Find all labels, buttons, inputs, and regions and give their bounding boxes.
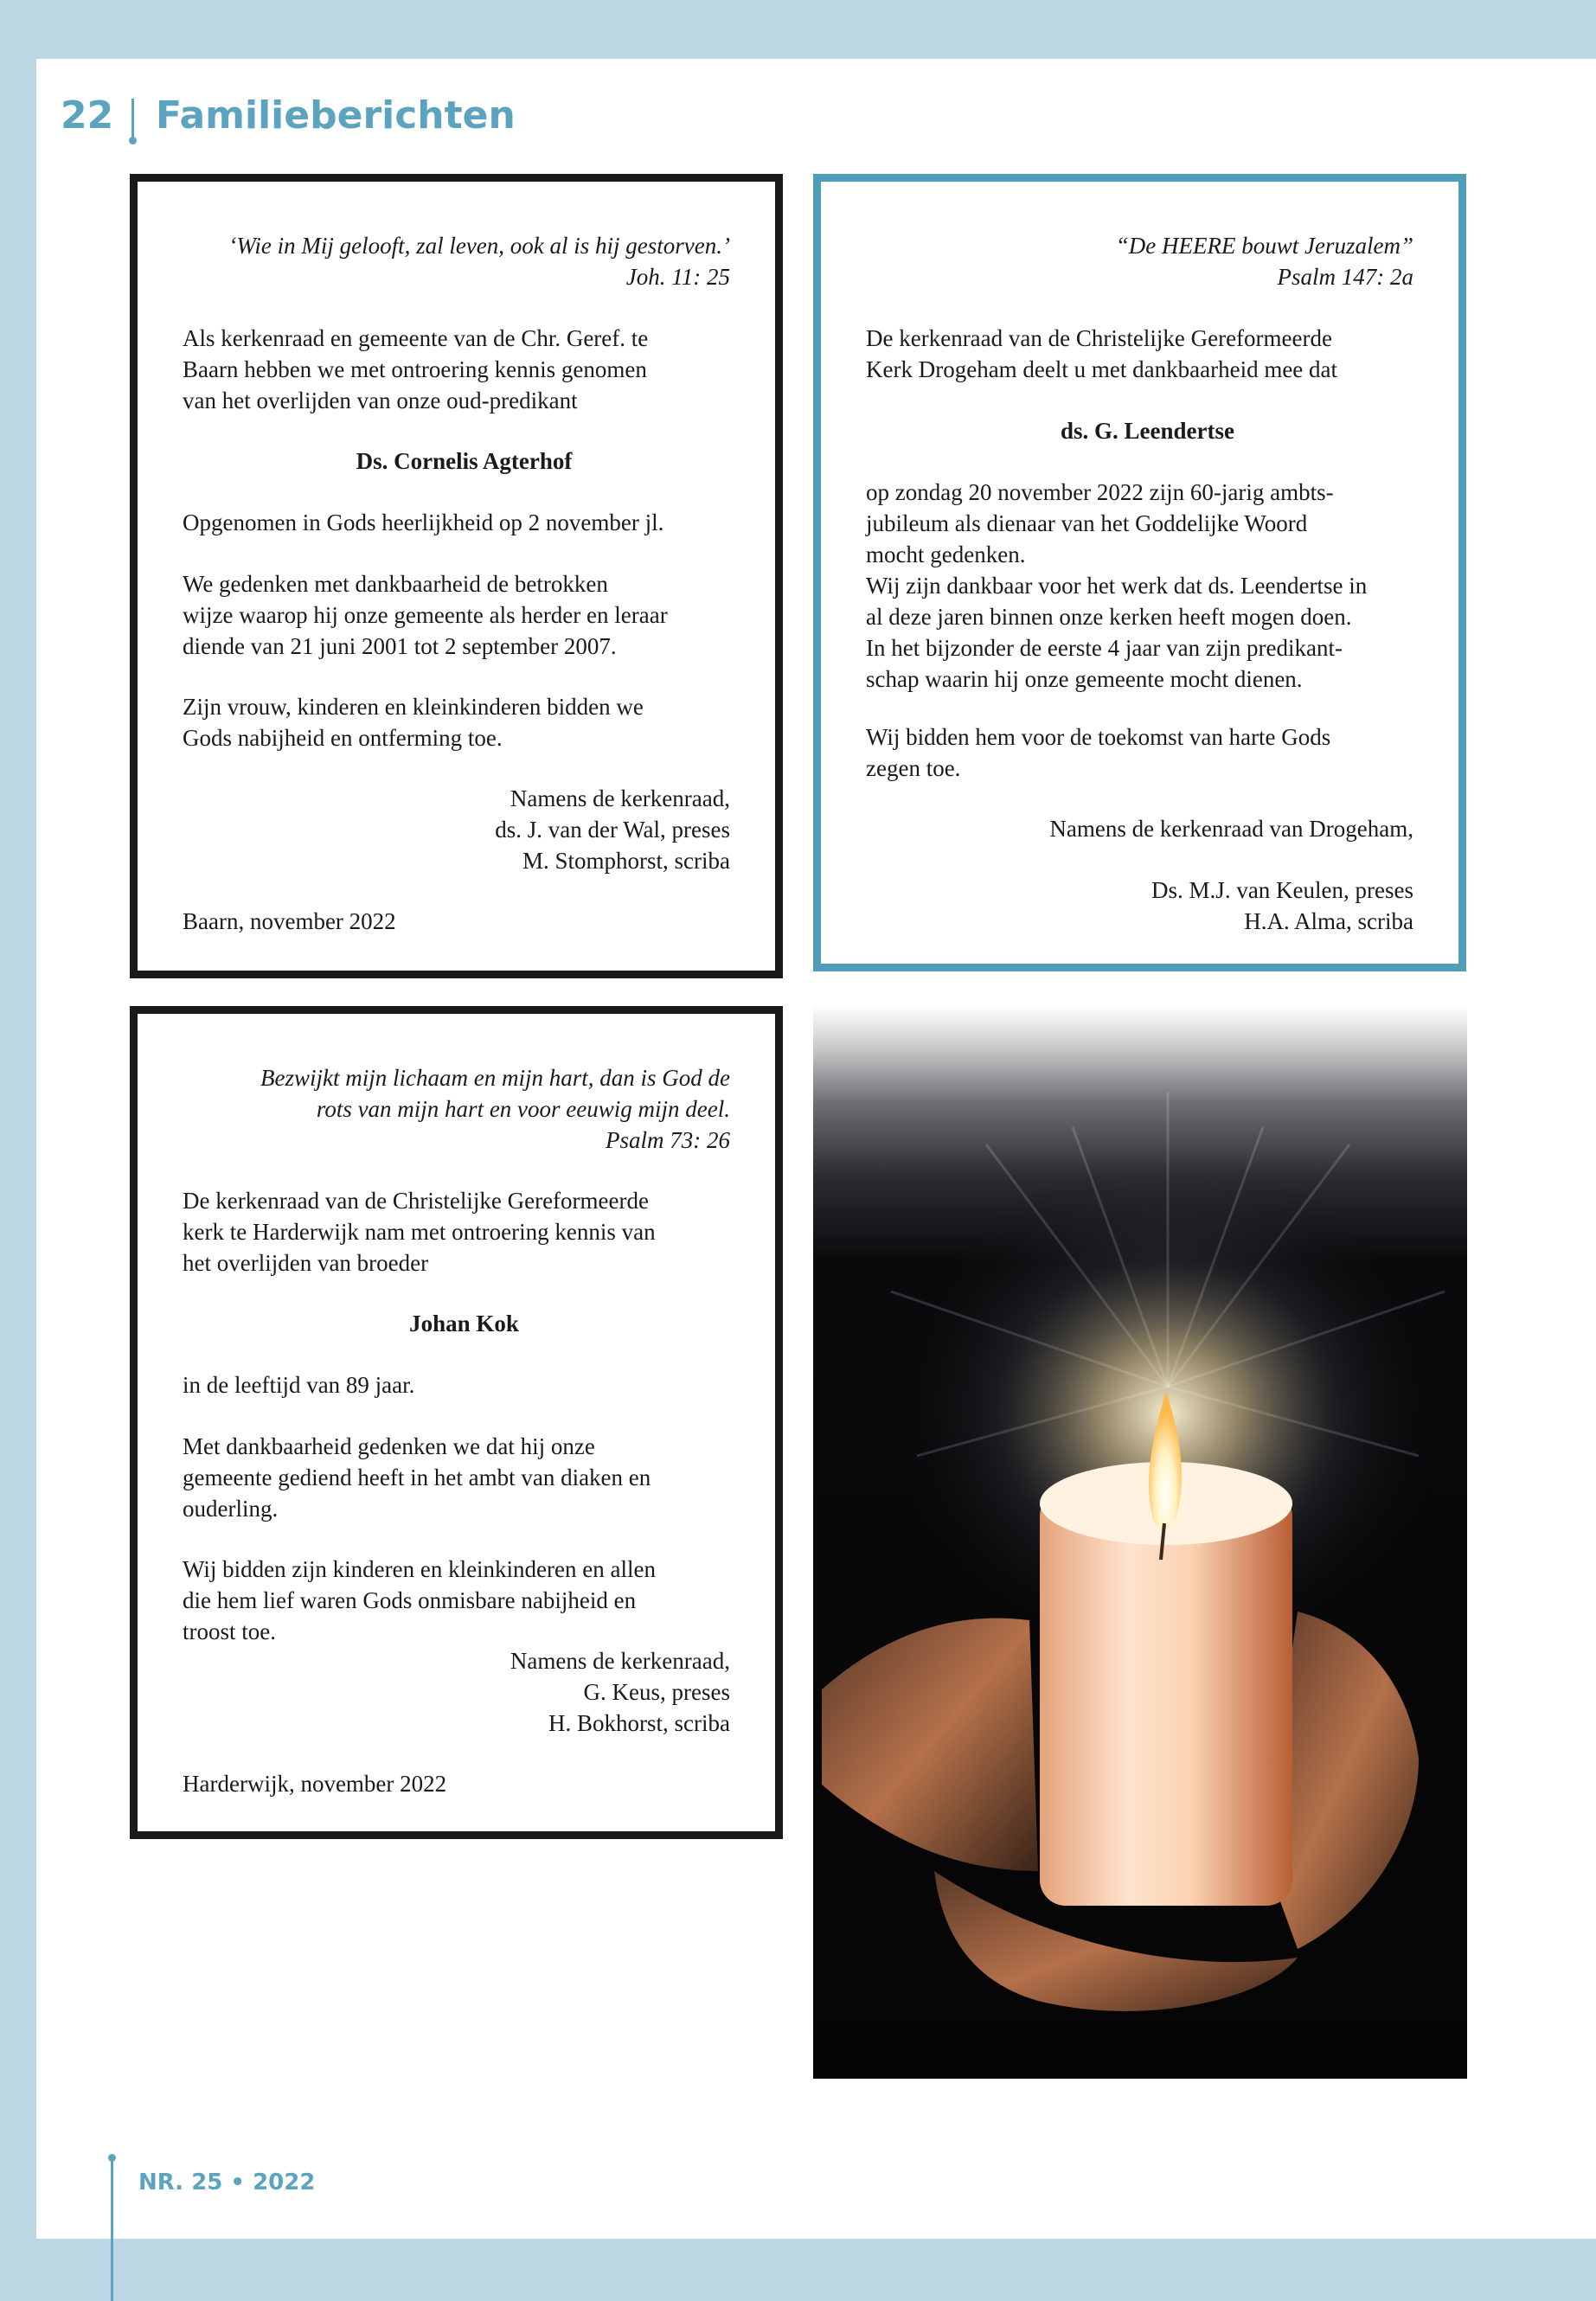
notice-paragraph: Wij bidden zijn kinderen en kleinkinderen en allen die hem lief waren Gods onmisbare nabijheid en troost toe. bbox=[183, 1556, 656, 1644]
footer-divider-dot bbox=[108, 2154, 116, 2162]
notice-agterhof bbox=[130, 174, 783, 978]
bible-reference: Joh. 11: 25 bbox=[625, 264, 730, 290]
signature: Ds. M.J. van Keulen, preses H.A. Alma, scriba bbox=[1151, 877, 1413, 934]
bible-reference: Psalm 73: 26 bbox=[606, 1127, 730, 1153]
candle-illustration bbox=[813, 1006, 1467, 2079]
section-title: Familieberichten bbox=[156, 93, 516, 138]
place-date: Harderwijk, november 2022 bbox=[183, 1771, 447, 1797]
place-date: Baarn, november 2022 bbox=[183, 908, 396, 934]
honoree-name: ds. G. Leendertse bbox=[1061, 418, 1234, 444]
notice-paragraph: We gedenken met dankbaarheid de betrokken wijze waarop hij onze gemeente als herder en leraar diende van 21 juni 2001 tot 2 september 2007. bbox=[183, 571, 668, 659]
signature: Namens de kerkenraad, G. Keus, preses H. Bokhorst, scriba bbox=[510, 1648, 730, 1736]
notice-intro: De kerkenraad van de Christelijke Gereformeerde Kerk Drogeham deelt u met dankbaarheid mee dat bbox=[866, 325, 1338, 382]
bible-quote: Bezwijkt mijn lichaam en mijn hart, dan is God de rots van mijn hart en voor eeuwig mijn deel. Psalm 73: 26 bbox=[167, 1062, 730, 1156]
left-hand bbox=[822, 1618, 1038, 1871]
header-divider bbox=[131, 99, 134, 138]
header-divider-dot bbox=[129, 137, 137, 144]
notice-kok bbox=[130, 1006, 783, 1839]
candle bbox=[1040, 1490, 1292, 1906]
bible-reference: Psalm 147: 2a bbox=[1277, 264, 1413, 290]
page-number: 22 bbox=[61, 93, 114, 138]
notice-paragraph: op zondag 20 november 2022 zijn 60-jarig ambts- jubileum als dienaar van het Goddelijke Woord mocht gedenken. Wij zijn dankbaar voor het werk dat ds. Leendertse in al deze jaren binnen onze kerken heeft mogen doen. In het bijzonder de eerste 4 jaar van zijn predikant- schap waarin hij onze gemeente mocht dienen. bbox=[866, 479, 1368, 692]
deceased-name: Ds. Cornelis Agterhof bbox=[356, 448, 573, 474]
deceased-name: Johan Kok bbox=[409, 1311, 519, 1336]
notice-intro: Als kerkenraad en gemeente van de Chr. Geref. te Baarn hebben we met ontroering kennis genomen van het overlijden van onze oud-predikant bbox=[183, 325, 649, 413]
footer-divider bbox=[111, 2159, 113, 2301]
notice-paragraph: in de leeftijd van 89 jaar. bbox=[183, 1372, 415, 1398]
candle-photo bbox=[813, 1006, 1467, 2079]
bible-quote: “De HEERE bouwt Jeruzalem” bbox=[1115, 233, 1413, 259]
bible-quote: ‘Wie in Mij gelooft, zal leven, ook al is hij gestorven.’ bbox=[228, 233, 730, 259]
notice-paragraph: Zijn vrouw, kinderen en kleinkinderen bidden we Gods nabijheid en ontferming toe. bbox=[183, 694, 644, 751]
signature: Namens de kerkenraad, ds. J. van der Wal, preses M. Stomphorst, scriba bbox=[495, 785, 730, 874]
notice-intro: De kerkenraad van de Christelijke Gereformeerde kerk te Harderwijk nam met ontroering kennis van het overlijden van broeder bbox=[183, 1188, 656, 1276]
signature-intro: Namens de kerkenraad van Drogeham, bbox=[1049, 816, 1413, 842]
notice-paragraph: Wij bidden hem voor de toekomst van harte Gods zegen toe. bbox=[866, 724, 1331, 781]
notice-paragraph: Opgenomen in Gods heerlijkheid op 2 november jl. bbox=[183, 510, 664, 535]
notice-paragraph: Met dankbaarheid gedenken we dat hij onze gemeente gediend heeft in het ambt van diaken en ouderling. bbox=[183, 1433, 651, 1522]
issue-number: NR. 25 • 2022 bbox=[138, 2170, 316, 2195]
notice-leendertse bbox=[813, 174, 1466, 971]
